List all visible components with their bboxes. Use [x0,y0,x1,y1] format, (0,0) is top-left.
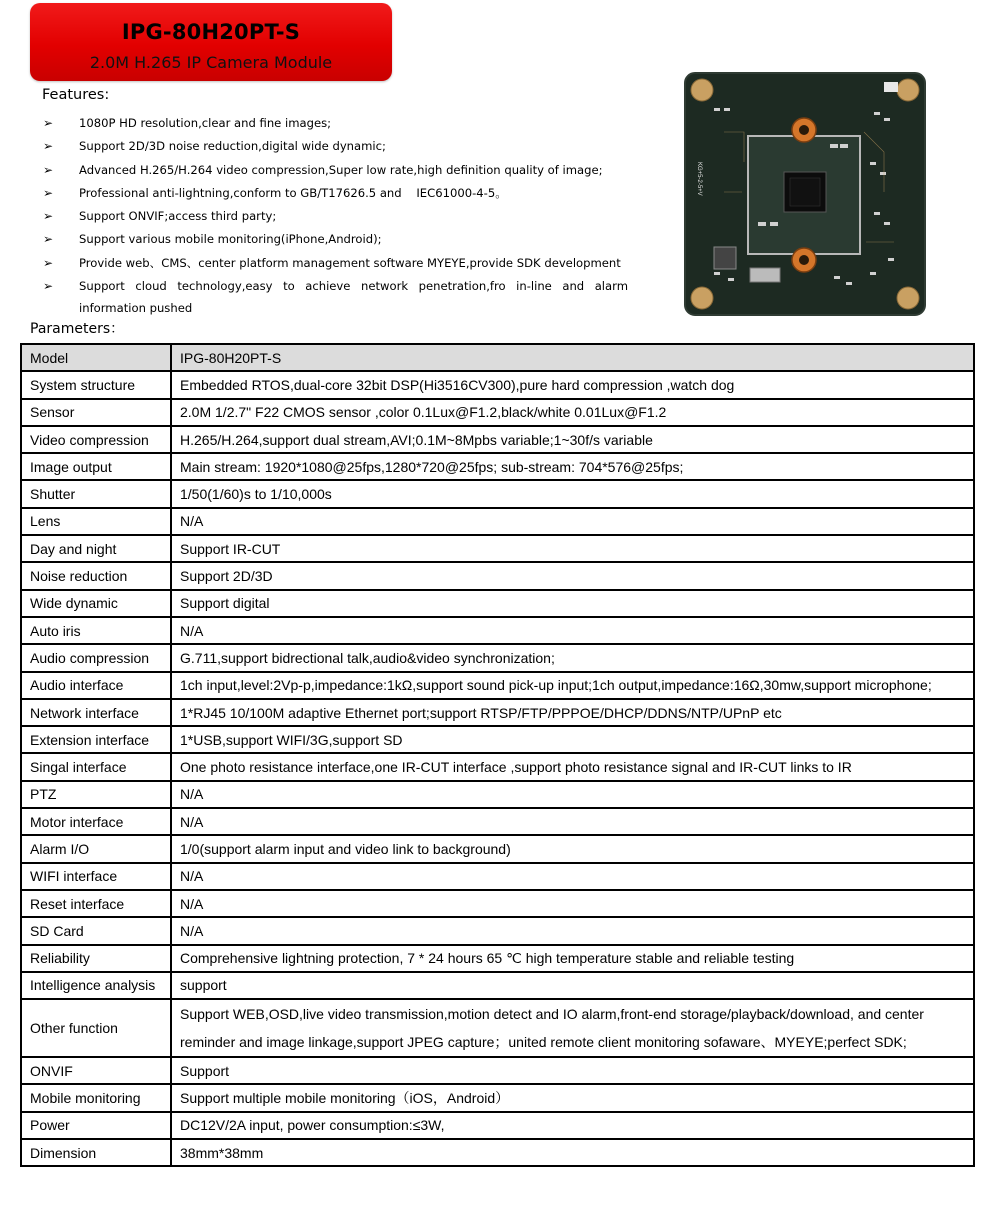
list-item: ➢ Support 2D/3D noise reduction,digital wide dynamic; [43,135,628,158]
parameter-value: 1/50(1/60)s to 1/10,000s [171,480,974,507]
table-row [21,808,974,835]
parameter-value: 2.0M 1/2.7" F22 CMOS sensor ,color 0.1Lux@F1.2,black/white 0.01Lux@F1.2 [171,399,974,426]
parameter-value: Comprehensive lightning protection, 7 * 24 hours 65 ℃ high temperature stable and reliable testing [171,945,974,972]
parameter-value: N/A [171,508,974,535]
parameter-label: Extension interface [21,726,171,753]
parameter-label: Alarm I/O [21,835,171,862]
parameter-label: Wide dynamic [21,590,171,617]
parameter-label: Day and night [21,535,171,562]
parameter-label: Power [21,1112,171,1139]
parameter-label: Auto iris [21,617,171,644]
table-row [21,453,974,480]
table-row [21,508,974,535]
parameter-value: One photo resistance interface,one IR-CUT interface ,support photo resistance signal and IR-CUT links to IR [171,753,974,780]
parameter-label: Mobile monitoring [21,1084,171,1111]
parameter-value: 1/0(support alarm input and video link to background) [171,835,974,862]
parameter-label: Audio interface [21,672,171,699]
parameter-value: 1ch input,level:2Vp-p,impedance:1kΩ,support sound pick-up input;1ch output,impedance:16Ω,30mw,support microphone; [171,672,974,699]
table-row [21,562,974,589]
table-row [21,945,974,972]
table-row [21,426,974,453]
parameter-value: IPG-80H20PT-S [171,344,974,371]
parameter-value: 1*USB,support WIFI/3G,support SD [171,726,974,753]
table-row [21,617,974,644]
parameter-value: Main stream: 1920*1080@25fps,1280*720@25fps; sub-stream: 704*576@25fps; [171,453,974,480]
parameter-label: Network interface [21,699,171,726]
parameter-label: SD Card [21,917,171,944]
parameter-value: N/A [171,617,974,644]
parameter-label: Intelligence analysis [21,972,171,999]
features-list [43,112,628,319]
list-item: ➢ Advanced H.265/H.264 video compression,Super low rate,high definition quality of image; [43,159,628,182]
parameter-value: Support IR-CUT [171,535,974,562]
parameter-value: Support multiple mobile monitoring（iOS，Android） [171,1084,974,1111]
product-subtitle: 2.0M H.265 IP Camera Module [89,53,333,72]
arrow-bullet-icon: ➢ [43,116,54,130]
table-row [21,1084,974,1111]
features-heading: Features: [42,87,110,103]
parameter-label: Dimension [21,1139,171,1166]
parameter-value: Support WEB,OSD,live video transmission,motion detect and IO alarm,front-end storage/playback/download, and center reminder and image linkage,support JPEG capture；united remote client monitoring sofaware、MYEYE;perfect SDK; [171,999,974,1057]
list-item: ➢ Provide web、CMS、center platform management software MYEYE,provide SDK development [43,252,628,275]
parameter-value: N/A [171,808,974,835]
parameter-label: Shutter [21,480,171,507]
parameter-label: Video compression [21,426,171,453]
parameter-value: 38mm*38mm [171,1139,974,1166]
table-row [21,726,974,753]
parameter-value: DC12V/2A input, power consumption:≤3W, [171,1112,974,1139]
table-row [21,917,974,944]
table-row [21,1057,974,1084]
arrow-bullet-icon: ➢ [43,279,54,294]
table-row [21,1112,974,1139]
arrow-bullet-icon: ➢ [43,139,54,154]
parameter-label: Image output [21,453,171,480]
parameter-label: Lens [21,508,171,535]
product-title: IPG-80H20PT-S [121,20,301,44]
arrow-bullet-icon: ➢ [43,162,54,177]
parameter-label: Sensor [21,399,171,426]
list-item: ➢ 1080P HD resolution,clear and fine images; [43,112,628,135]
parameter-label: Model [21,344,171,371]
parameter-label: Reset interface [21,890,171,917]
arrow-bullet-icon: ➢ [43,209,54,224]
parameter-value: Support [171,1057,974,1084]
parameter-value: Support 2D/3D [171,562,974,589]
parameter-value: N/A [171,863,974,890]
table-row [21,590,974,617]
parameter-label: Audio compression [21,644,171,671]
parameter-value: N/A [171,890,974,917]
table-row [21,672,974,699]
table-row [21,753,974,780]
table-row [21,781,974,808]
parameter-label: Noise reduction [21,562,171,589]
table-row [21,371,974,398]
arrow-bullet-icon: ➢ [43,232,54,247]
parameter-value: Embedded RTOS,dual-core 32bit DSP(Hi3516CV300),pure hard compression ,watch dog [171,371,974,398]
parameter-value: H.265/H.264,support dual stream,AVI;0.1M~8Mpbs variable;1~30f/s variable [171,426,974,453]
arrow-bullet-icon: ➢ [43,185,54,200]
list-item: ➢ Support ONVIF;access third party; [43,205,628,228]
table-row [21,480,974,507]
parameter-label: PTZ [21,781,171,808]
product-banner [30,3,392,81]
parameters-table [20,343,975,1167]
parameter-value: 1*RJ45 10/100M adaptive Ethernet port;support RTSP/FTP/PPPOE/DHCP/DDNS/NTP/UPnP etc [171,699,974,726]
list-item: ➢ Professional anti-lightning,conform to GB/T17626.5 and IEC61000-4-5。 [43,182,628,205]
parameter-label: WIFI interface [21,863,171,890]
parameter-label: Singal interface [21,753,171,780]
table-row [21,863,974,890]
parameter-label: ONVIF [21,1057,171,1084]
parameters-heading: Parameters： [30,321,125,337]
table-row [21,699,974,726]
table-row [21,644,974,671]
table-row [21,999,974,1057]
table-row [21,835,974,862]
parameter-value: Support digital [171,590,974,617]
board-marking: KG+5-2-5+V [696,162,702,196]
parameter-label: Other function [21,999,171,1057]
list-item: ➢ Support cloud technology,easy to achieve network penetration,fro in-line and alarm information pushed [43,275,628,319]
parameter-value: N/A [171,781,974,808]
parameter-label: Reliability [21,945,171,972]
parameter-label: Motor interface [21,808,171,835]
parameter-value: G.711,support bidrectional talk,audio&video synchronization; [171,644,974,671]
table-row [21,535,974,562]
table-row [21,972,974,999]
table-row [21,890,974,917]
arrow-bullet-icon: ➢ [43,255,54,270]
parameter-value: support [171,972,974,999]
table-row [21,1139,974,1166]
table-row [21,399,974,426]
camera-module-board-image [684,72,926,316]
list-item: ➢ Support various mobile monitoring(iPhone,Android); [43,228,628,251]
parameter-label: System structure [21,371,171,398]
table-row [21,344,974,371]
parameter-value: N/A [171,917,974,944]
